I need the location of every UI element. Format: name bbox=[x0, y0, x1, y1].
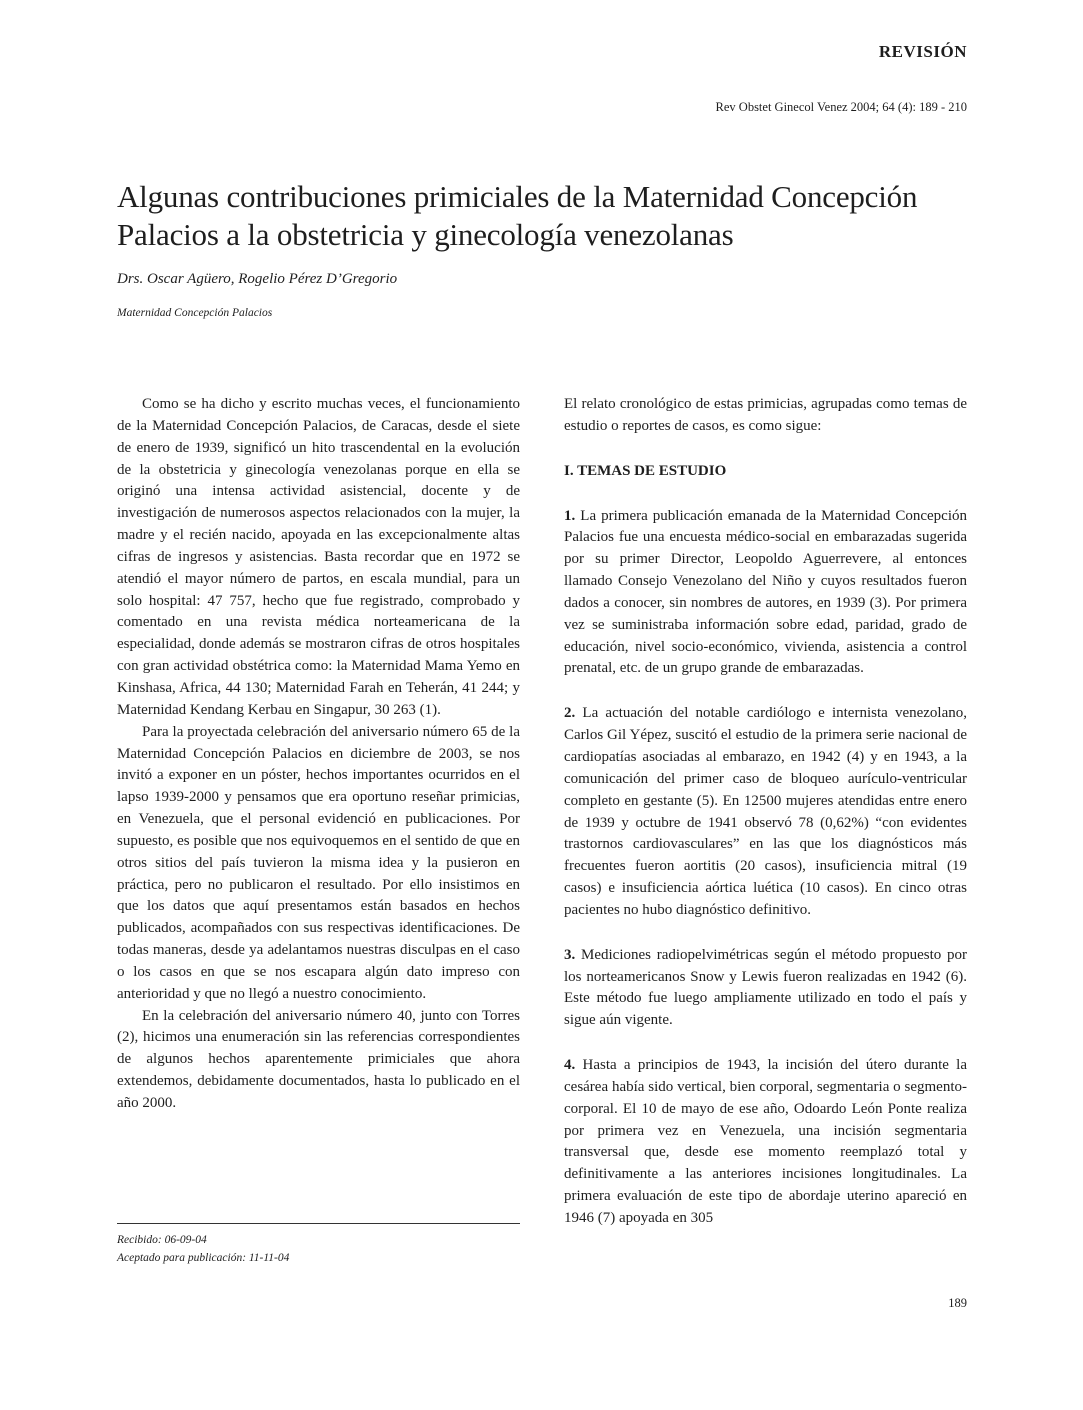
article-title: Algunas contribuciones primiciales de la Maternidad Concepción Palacios a la obstetricia y ginecología venezolanas bbox=[117, 179, 918, 252]
numbered-item bbox=[564, 506, 967, 681]
paragraph-gap bbox=[564, 922, 967, 945]
left-column bbox=[117, 394, 520, 1115]
page-number: 189 bbox=[948, 1296, 967, 1310]
intro-paragraph: El relato cronológico de estas primicias, agrupadas como temas de estudio o reportes de casos, es como sigue: bbox=[564, 396, 967, 434]
item-number: 1. bbox=[564, 507, 576, 524]
body-paragraph: Para la proyectada celebración del aniversario número 65 de la Maternidad Concepción Palacios en diciembre de 2003, se nos invitó a exponer en un póster, hechos importantes ocurridos en el lapso 1939-2000 y pensamos que era oportuno reseñar primicias, en Venezuela, que el personal evidenció en publicaciones. Por supuesto, es posible que nos equivoquemos en el sentido de que en otros sitios del país tuvieron la misma idea y la pusieron en práctica, pero no publicaron el resultado. Por ello insistimos en que los datos que aquí presentamos están basados en hechos publicados, acompañados con sus respectivas identificaciones. De todas maneras, desde ya adelantamos nuestras disculpas en el caso o los casos en que se nos escapara algún dato impreso con anterioridad y que no llegó a nuestro conocimiento. bbox=[117, 723, 520, 1002]
item-text: Mediciones radiopelvimétricas según el método propuesto por los norteamericanos Snow y Lewis fueron realizadas en 1942 (6). Este método fue luego ampliamente utilizado en todo el país y sigue aún vigente. bbox=[564, 946, 968, 1029]
footnote-divider bbox=[117, 1223, 520, 1224]
numbered-item bbox=[564, 945, 967, 1032]
article-authors: Drs. Oscar Agüero, Rogelio Pérez D’Gregorio bbox=[117, 271, 398, 287]
paragraph-gap bbox=[564, 483, 967, 506]
paragraph-gap bbox=[564, 438, 967, 461]
item-number: 3. bbox=[564, 946, 576, 963]
section-label: REVISIÓN bbox=[878, 42, 967, 61]
footnotes bbox=[117, 1231, 289, 1267]
numbered-item bbox=[564, 703, 967, 921]
section-heading: I. TEMAS DE ESTUDIO bbox=[564, 462, 727, 479]
item-number: 4. bbox=[564, 1057, 576, 1074]
article-affiliation: Maternidad Concepción Palacios bbox=[117, 307, 273, 319]
paragraph-gap bbox=[564, 1032, 967, 1055]
item-text: Hasta a principios de 1943, la incisión del útero durante la cesárea había sido vertical, bien corporal, segmentaria o segmento-corporal. El 10 de mayo de ese año, Odoardo León Ponte realiza por primera vez en Venezuela, una incisión segmentaria transversal que, desde ese momento reemplazó total y definitivamente a las anteriores incisiones longitudinales. La primera evaluación de este tipo de abordaje uterino apareció en 1946 (7) apoyada en 305 bbox=[564, 1057, 968, 1226]
right-column bbox=[564, 394, 967, 1230]
body-paragraph: En la celebración del aniversario número 40, junto con Torres (2), hicimos una enumeración sin las referencias correspondientes de algunos hechos aparentemente primiciales que ahora extendemos, debidamente documentados, hasta lo publicado en el año 2000. bbox=[117, 1007, 520, 1111]
journal-citation: Rev Obstet Ginecol Venez 2004; 64 (4): 189 - 210 bbox=[715, 100, 967, 114]
accepted-date: Aceptado para publicación: 11-11-04 bbox=[117, 1252, 290, 1264]
item-number: 2. bbox=[564, 705, 576, 722]
item-text: La actuación del notable cardiólogo e internista venezolano, Carlos Gil Yépez, suscitó el estudio de la primera serie nacional de cardiopatías asociadas al embarazo, en 1942 (4) y en 1943, a la comunicación del primer caso de bloqueo aurículo-ventricular completo en gestante (5). En 12500 mujeres atendidas entre enero de 1939 y octubre de 1941 observó 78 (0,62%) “con evidentes trastornos cardiovasculares” en las que los diagnósticos más frecuentes fueron aortitis (20 casos), insuficiencia mitral (19 casos) e insuficiencia aórtica luética (10 casos). En cinco otras pacientes no hubo diagnóstico definitivo. bbox=[564, 705, 968, 918]
body-paragraph: Como se ha dicho y escrito muchas veces, el funcionamiento de la Maternidad Concepción Palacios, de Caracas, desde el siete de enero de 1939, significó un hito trascendental en la evolución de la obstetricia y ginecología venezolanas porque en ella se originó una intensa actividad asistencial, docente y de investigación de numerosos aspectos relacionados con la mujer, la madre y el recién nacido, apoyada en las excepcionalmente altas cifras de ingresos y asistencias. Basta recordar que en 1972 se atendió el mayor número de partos, en escala mundial, para un solo hospital: 47 757, hecho que fue registrado, comprobado y comentado en una revista médica norteamericana de la especialidad, donde además se mostraron cifras de otros hospitales con gran actividad obstétrica como: la Maternidad Mama Yemo en Kinshasa, Africa, 44 130; Maternidad Farah en Teherán, 41 244; y Maternidad Kendang Kerbau en Singapur, 30 263 (1). bbox=[117, 396, 520, 718]
numbered-item bbox=[564, 1055, 967, 1230]
paragraph-gap bbox=[564, 680, 967, 703]
received-date: Recibido: 06-09-04 bbox=[117, 1234, 207, 1246]
item-text: La primera publicación emanada de la Maternidad Concepción Palacios fue una encuesta médico-social en embarazadas sugerida por su primer Director, Leopoldo Aguerrevere, al entonces llamado Consejo Venezolano del Niño y cuyos resultados fueron dados a conocer, sin nombres de autores, en 1939 (3). Por primera vez se suministraba información sobre edad, paridad, grado de educación, nivel socio-económico, vivienda, asistencia a control prenatal, etc. de un grupo grande de embarazadas. bbox=[564, 507, 967, 677]
